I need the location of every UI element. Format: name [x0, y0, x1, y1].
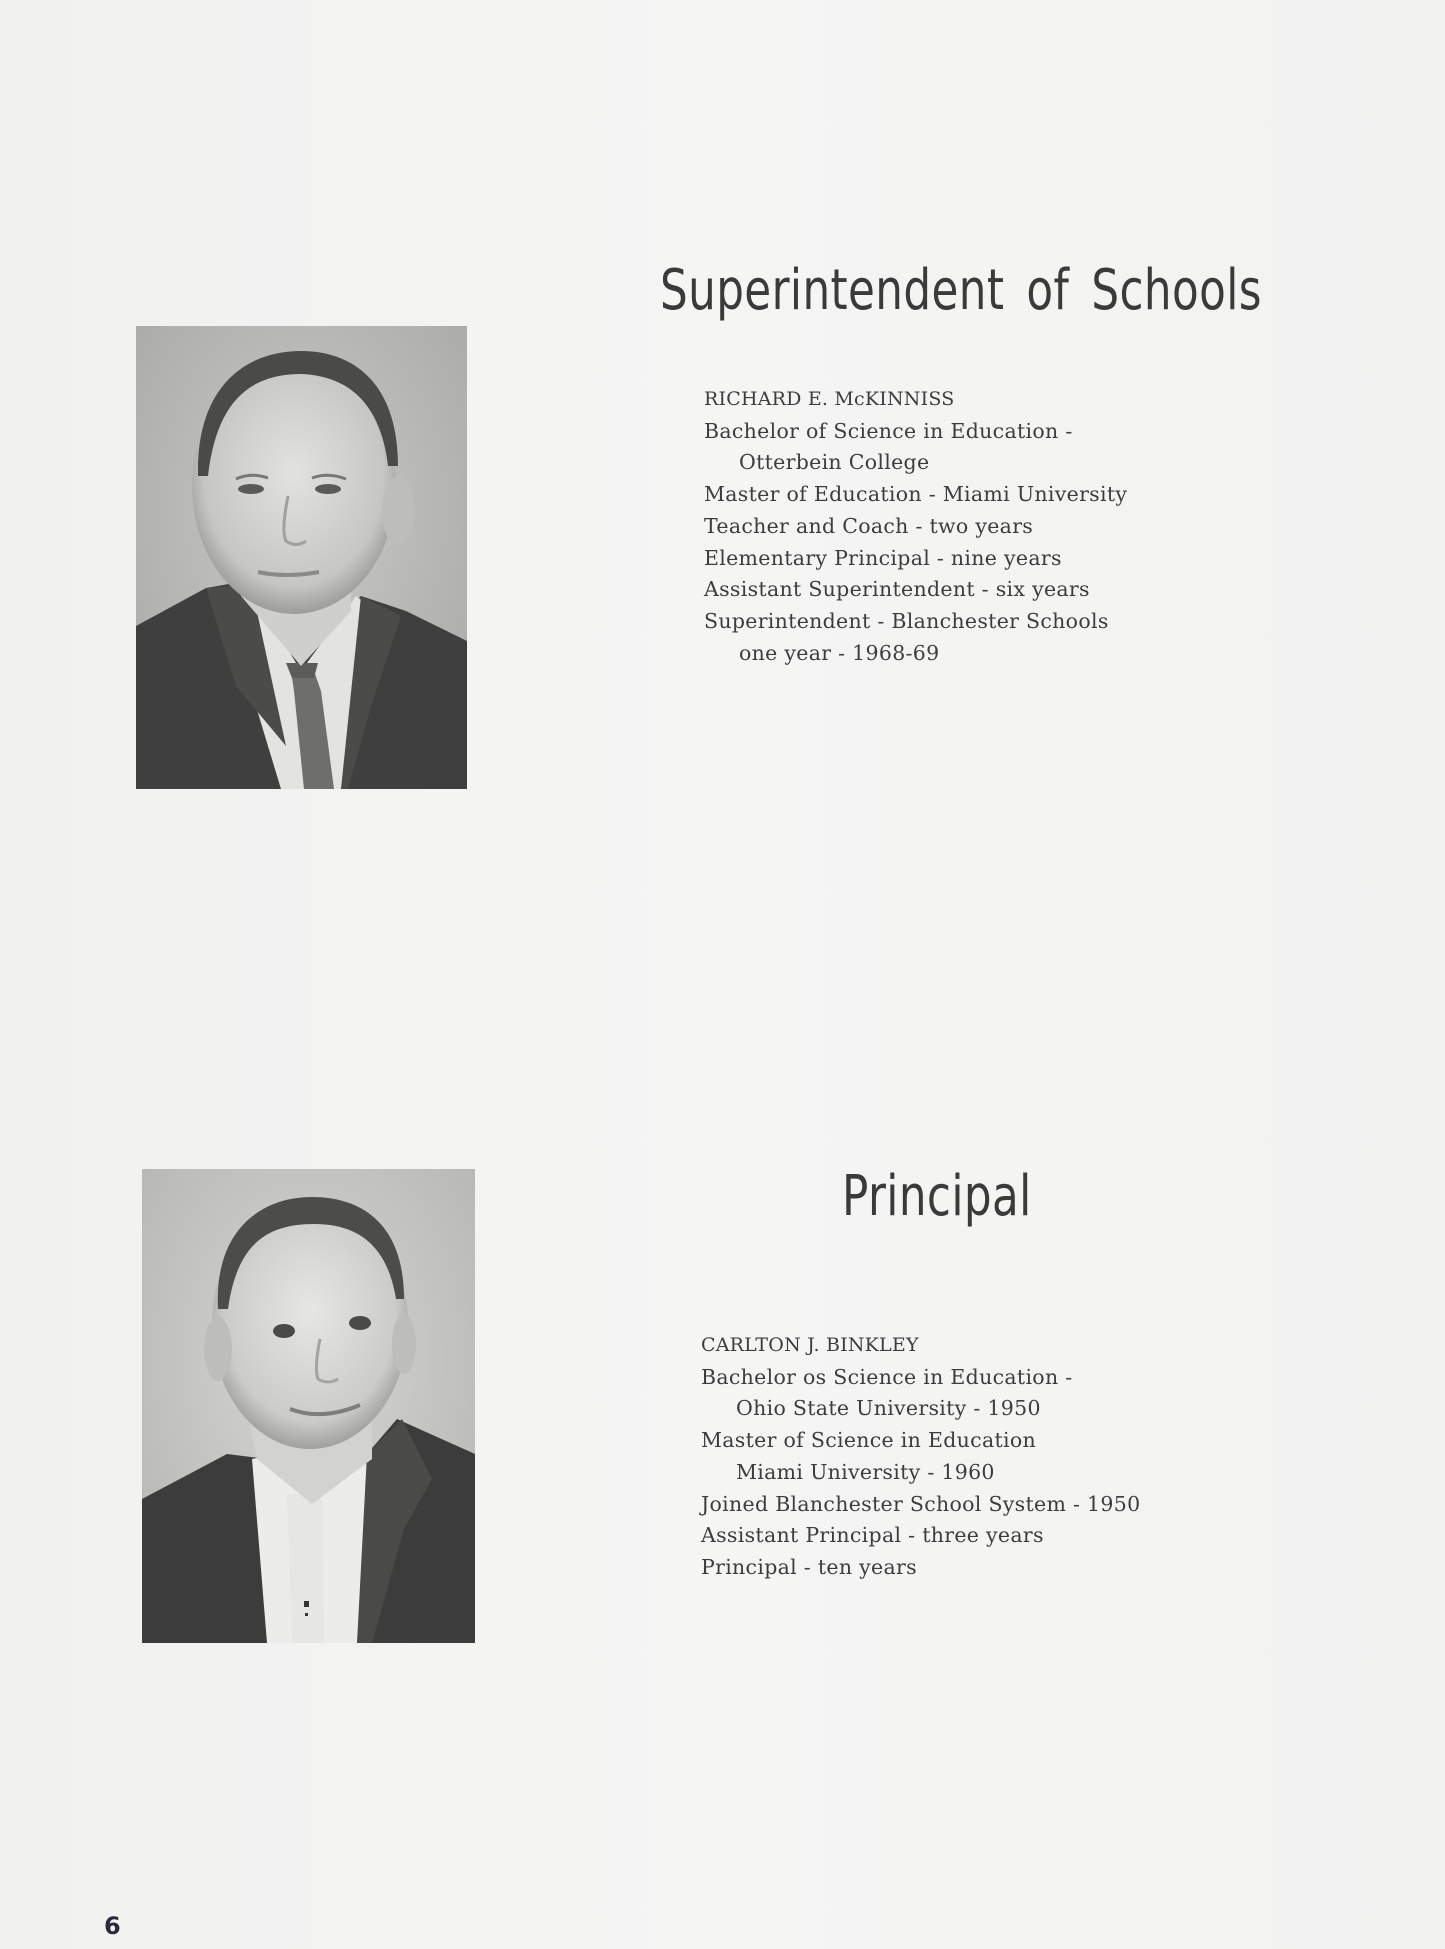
portrait-photo-principal [142, 1169, 475, 1643]
portrait-image [142, 1169, 475, 1643]
bio-line: Superintendent - Blanchester Schools [704, 608, 1109, 633]
bio-line: Assistant Principal - three years [701, 1523, 1044, 1548]
bio-line: Master of Science in Education [701, 1428, 1037, 1453]
bio-line: Elementary Principal - nine years [704, 545, 1062, 570]
portrait-photo-superintendent [136, 326, 467, 789]
bio-line: Assistant Superintendent - six years [704, 577, 1090, 602]
bio-line: Principal - ten years [701, 1554, 917, 1579]
bio-line: Bachelor of Science in Education - [704, 418, 1073, 443]
bio-line: Joined Blanchester School System - 1950 [701, 1491, 1141, 1516]
bio-line: Miami University - 1960 [736, 1459, 995, 1484]
page-number: 6 [104, 1912, 121, 1940]
section-title-principal: Principal [842, 1164, 1032, 1229]
bio-line: one year - 1968-69 [739, 640, 940, 665]
bio-line: Ohio State University - 1950 [736, 1396, 1041, 1421]
portrait-image [136, 326, 467, 789]
bio-line: Master of Education - Miami University [704, 482, 1128, 507]
bio-name: CARLTON J. BINKLEY [701, 1334, 919, 1356]
section-title-superintendent: Superintendent of Schools [660, 258, 1262, 323]
bio-line: Teacher and Coach - two years [704, 513, 1034, 538]
bio-name: RICHARD E. McKINNISS [704, 388, 955, 410]
bio-principal [701, 1330, 1140, 1584]
bio-line: Bachelor os Science in Education - [701, 1364, 1073, 1389]
bio-line: Otterbein College [739, 450, 930, 475]
bio-superintendent [704, 384, 1127, 669]
